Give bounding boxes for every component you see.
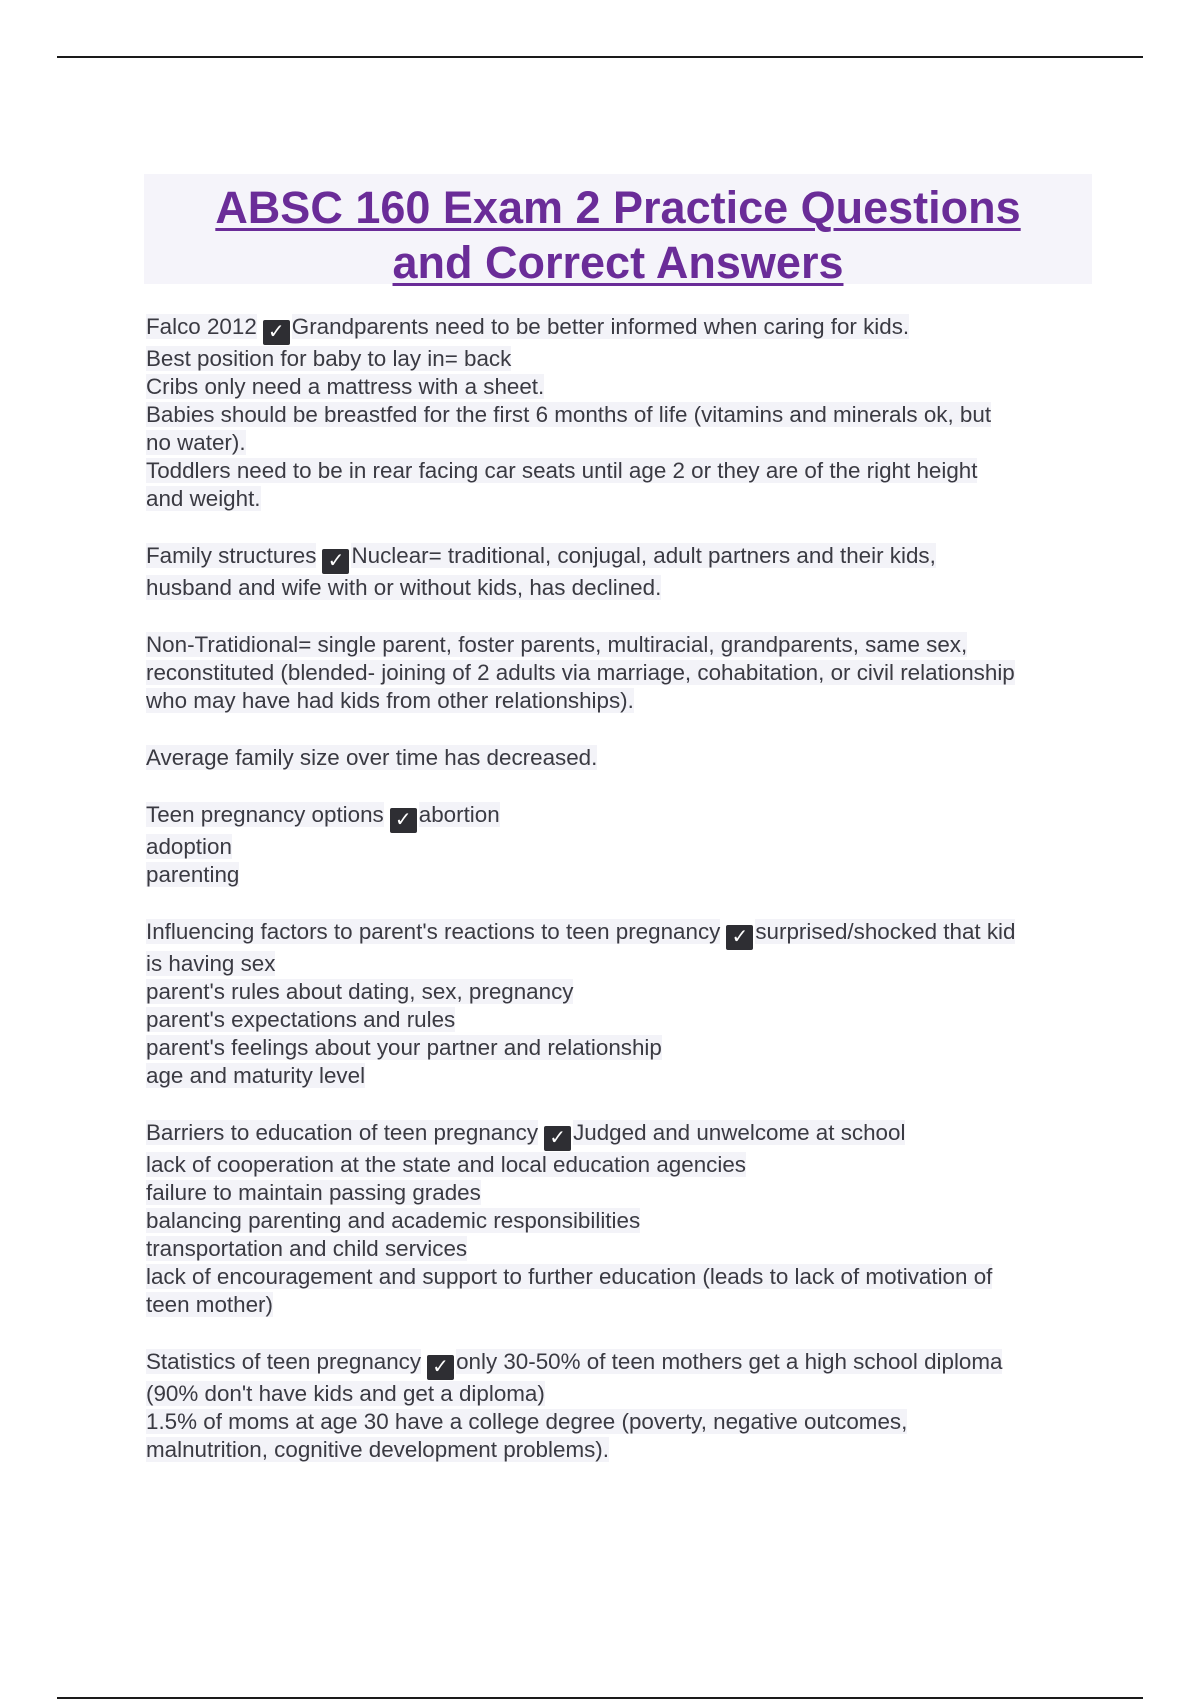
qa-block: [146, 542, 1096, 602]
answer-text: transportation and child services: [146, 1236, 468, 1261]
answer-text: parenting: [146, 862, 240, 887]
answer-line: [146, 345, 1096, 373]
answer-text: parent's rules about dating, sex, pregnancy: [146, 979, 574, 1004]
qa-first-line: [146, 744, 1096, 772]
title-block: [144, 174, 1092, 288]
qa-first-line: [146, 313, 1096, 345]
answer-text: Judged and unwelcome at school: [573, 1120, 906, 1145]
answer-text: no water).: [146, 430, 246, 455]
qa-block: [146, 744, 1096, 772]
answer-text: only 30-50% of teen mothers get a high school diploma: [456, 1349, 1003, 1374]
qa-block: [146, 918, 1096, 1090]
answer-text: Babies should be breastfed for the first 6 months of life (vitamins and minerals ok, but: [146, 402, 992, 427]
answer-line: [146, 1207, 1096, 1235]
check-box-icon: ✓: [263, 320, 290, 345]
answer-text: Grandparents need to be better informed when caring for kids.: [291, 314, 910, 339]
title-line-1: ABSC 160 Exam 2 Practice Questions: [215, 182, 1021, 233]
qa-first-line: [146, 918, 1096, 950]
answer-text: Best position for baby to lay in= back: [146, 346, 512, 371]
answer-line: [146, 978, 1096, 1006]
answer-text: Nuclear= traditional, conjugal, adult partners and their kids,: [351, 543, 936, 568]
qa-block: [146, 313, 1096, 513]
check-box-icon: ✓: [390, 808, 417, 833]
check-box-icon: ✓: [544, 1126, 571, 1151]
answer-text: Toddlers need to be in rear facing car seats until age 2 or they are of the right height: [146, 458, 978, 483]
check-box-icon: ✓: [427, 1355, 454, 1380]
answer-line: [146, 485, 1096, 513]
answer-line: [146, 833, 1096, 861]
answer-line: [146, 401, 1096, 429]
answer-line: [146, 1006, 1096, 1034]
answer-line: [146, 1179, 1096, 1207]
answer-text: malnutrition, cognitive development problems).: [146, 1437, 609, 1462]
qa-block: [146, 631, 1096, 715]
answer-text: surprised/shocked that kid: [755, 919, 1016, 944]
answer-line: [146, 429, 1096, 457]
answer-text: Cribs only need a mattress with a sheet.: [146, 374, 545, 399]
answer-line: [146, 1034, 1096, 1062]
check-box-icon: ✓: [726, 925, 753, 950]
qa-first-line: [146, 1348, 1096, 1380]
qa-first-line: [146, 631, 1096, 659]
qa-content: [146, 313, 1096, 1493]
answer-line: [146, 1380, 1096, 1408]
answer-line: [146, 574, 1096, 602]
answer-text: 1.5% of moms at age 30 have a college degree (poverty, negative outcomes,: [146, 1409, 908, 1434]
answer-text: age and maturity level: [146, 1063, 366, 1088]
qa-block: [146, 801, 1096, 889]
answer-line: [146, 1062, 1096, 1090]
title-line-2: and Correct Answers: [392, 237, 844, 288]
answer-line: [146, 687, 1096, 715]
answer-text: adoption: [146, 834, 232, 859]
document-title: [144, 174, 1092, 290]
qa-first-line: [146, 801, 1096, 833]
answer-line: [146, 1263, 1096, 1291]
answer-text: husband and wife with or without kids, has declined.: [146, 575, 662, 600]
answer-text: failure to maintain passing grades: [146, 1180, 481, 1205]
answer-text: abortion: [418, 802, 500, 827]
answer-line: [146, 457, 1096, 485]
answer-text: lack of cooperation at the state and local education agencies: [146, 1152, 746, 1177]
answer-text: lack of encouragement and support to further education (leads to lack of motivation of: [146, 1264, 993, 1289]
answer-line: [146, 861, 1096, 889]
answer-text: is having sex: [146, 951, 276, 976]
top-rule: [57, 56, 1143, 58]
qa-block: [146, 1348, 1096, 1464]
question-text: Teen pregnancy options: [146, 802, 384, 827]
qa-block: [146, 1119, 1096, 1319]
answer-text: who may have had kids from other relationships).: [146, 688, 634, 713]
question-text: Barriers to education of teen pregnancy: [146, 1120, 539, 1145]
answer-line: [146, 1151, 1096, 1179]
answer-line: [146, 1235, 1096, 1263]
answer-line: [146, 950, 1096, 978]
answer-text: reconstituted (blended- joining of 2 adults via marriage, cohabitation, or civil relationship: [146, 660, 1015, 685]
answer-line: [146, 1408, 1096, 1436]
answer-text: balancing parenting and academic responsibilities: [146, 1208, 641, 1233]
qa-first-line: [146, 1119, 1096, 1151]
answer-text: Average family size over time has decreased.: [146, 745, 598, 770]
bottom-rule: [57, 1697, 1143, 1699]
question-text: Influencing factors to parent's reactions to teen pregnancy: [146, 919, 721, 944]
answer-text: and weight.: [146, 486, 261, 511]
qa-first-line: [146, 542, 1096, 574]
answer-line: [146, 1291, 1096, 1319]
check-box-icon: ✓: [322, 549, 349, 574]
answer-text: parent's expectations and rules: [146, 1007, 456, 1032]
answer-text: teen mother): [146, 1292, 273, 1317]
answer-line: [146, 373, 1096, 401]
question-text: Family structures: [146, 543, 317, 568]
answer-line: [146, 1436, 1096, 1464]
answer-text: parent's feelings about your partner and relationship: [146, 1035, 662, 1060]
answer-text: Non-Tratidional= single parent, foster parents, multiracial, grandparents, same sex,: [146, 632, 968, 657]
question-text: Statistics of teen pregnancy: [146, 1349, 422, 1374]
answer-line: [146, 659, 1096, 687]
answer-text: (90% don't have kids and get a diploma): [146, 1381, 545, 1406]
question-text: Falco 2012: [146, 314, 257, 339]
